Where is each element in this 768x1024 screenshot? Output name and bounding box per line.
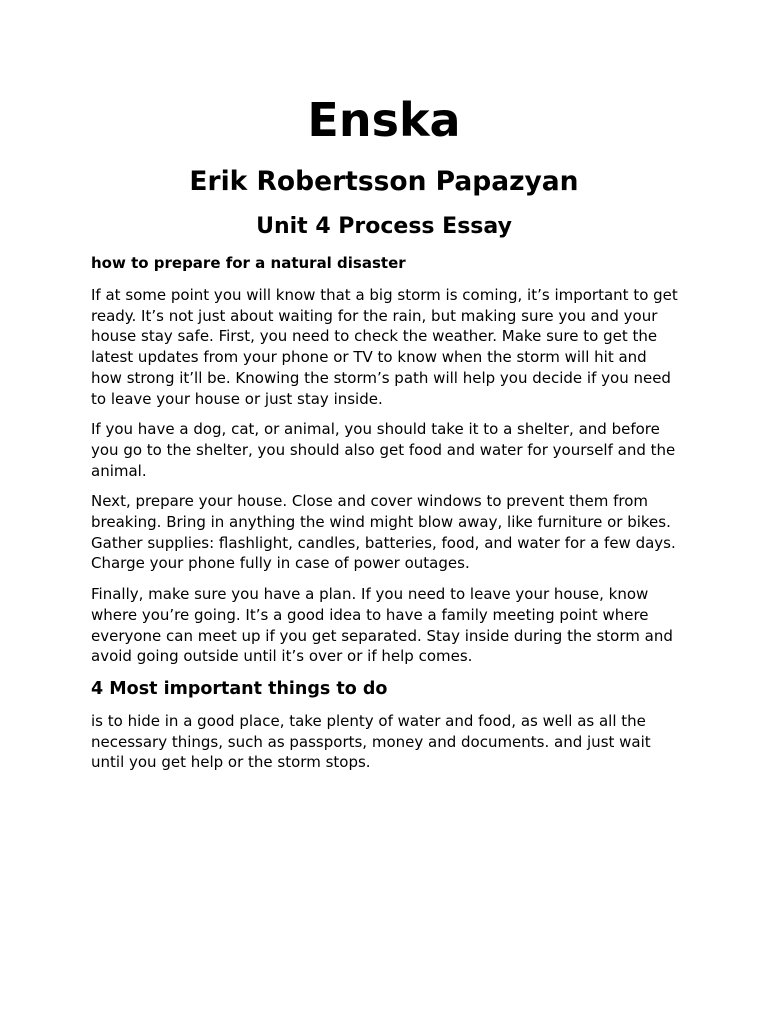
paragraph: Next, prepare your house. Close and cover windows to prevent them from breaking. Bring in anything the wind might blow away, like furniture or bikes. Gather supplies: flashlight, candles, batteries, food, and water for a few days. Charge your phone fully in case of power outages. bbox=[91, 492, 676, 573]
paragraph: If you have a dog, cat, or animal, you should take it to a shelter, and before you go to the shelter, you should also get food and water for yourself and the animal. bbox=[91, 420, 676, 480]
essay-body bbox=[91, 253, 681, 783]
section-heading: 4 Most important things to do bbox=[91, 678, 388, 699]
unit-title: Unit 4 Process Essay bbox=[256, 214, 512, 239]
essay-topic: how to prepare for a natural disaster bbox=[91, 254, 406, 272]
closing-paragraph: is to hide in a good place, take plenty of water and food, as well as all the necessary things, such as passports, money and documents. and just wait until you get help or the storm stops. bbox=[91, 711, 651, 772]
paragraph: If at some point you will know that a big storm is coming, it’s important to get ready. It’s not just about waiting for the rain, but making sure you and your house stay safe. First, you need to check the weather. Make sure to get the latest updates from your phone or TV to know when the storm will hit and how strong it’ll be. Knowing the storm’s path will help you decide if you need to leave your house or just stay inside. bbox=[91, 286, 678, 408]
document-title: Enska bbox=[307, 93, 461, 147]
author-name: Erik Robertsson Papazyan bbox=[189, 166, 579, 197]
paragraph: Finally, make sure you have a plan. If you need to leave your house, know where you’re going. It’s a good idea to have a family meeting point where everyone can meet up if you get separated. Stay inside during the storm and avoid going outside until it’s over or if help comes. bbox=[91, 585, 673, 666]
